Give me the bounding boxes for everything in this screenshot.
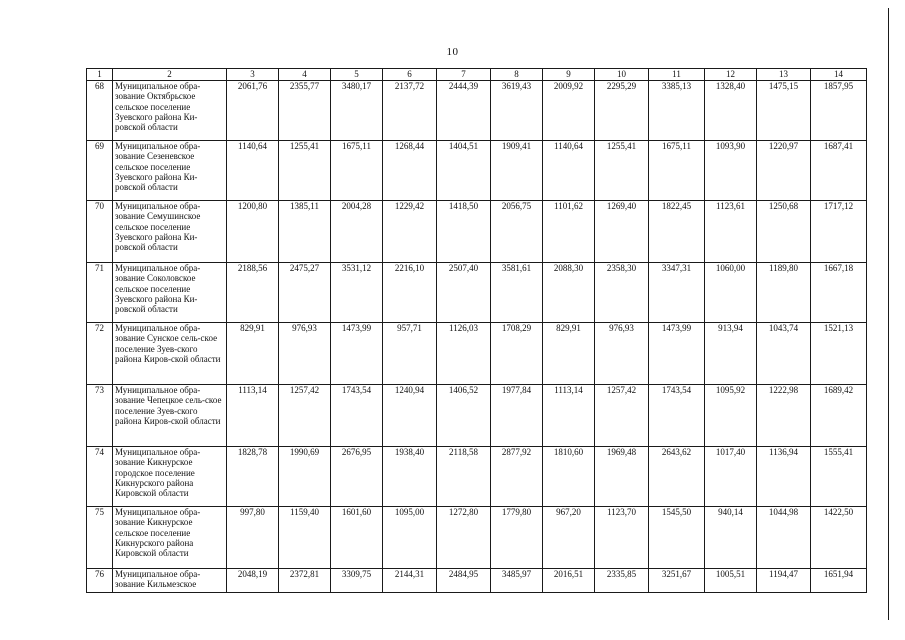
row-number: 70 xyxy=(87,201,113,263)
value-cell: 913,94 xyxy=(705,323,757,385)
value-cell: 1687,41 xyxy=(811,141,867,201)
value-cell: 1043,74 xyxy=(757,323,811,385)
value-cell: 1555,41 xyxy=(811,447,867,507)
row-number: 76 xyxy=(87,569,113,593)
municipality-name: Муниципальное обра-зование Семушинское сельское поселение Зуевского района Ки-ровской области xyxy=(113,201,227,263)
column-index-cell: 12 xyxy=(705,69,757,81)
municipality-name: Муниципальное обра-зование Сезеневское сельское поселение Зуевского района Ки-ровской области xyxy=(113,141,227,201)
row-number: 68 xyxy=(87,81,113,141)
value-cell: 1743,54 xyxy=(649,385,705,447)
value-cell: 1044,98 xyxy=(757,507,811,569)
value-cell: 1189,80 xyxy=(757,263,811,323)
row-number: 73 xyxy=(87,385,113,447)
municipality-name: Муниципальное обра-зование Кикнурское городское поселение Кикнурского района Кировской области xyxy=(113,447,227,507)
value-cell: 2004,28 xyxy=(331,201,383,263)
value-cell: 1095,00 xyxy=(383,507,437,569)
value-cell: 829,91 xyxy=(227,323,279,385)
value-cell: 2056,75 xyxy=(491,201,543,263)
column-index-cell: 10 xyxy=(595,69,649,81)
value-cell: 3485,97 xyxy=(491,569,543,593)
value-cell: 1822,45 xyxy=(649,201,705,263)
value-cell: 2118,58 xyxy=(437,447,491,507)
column-index-cell: 13 xyxy=(757,69,811,81)
value-cell: 1123,70 xyxy=(595,507,649,569)
value-cell: 1675,11 xyxy=(649,141,705,201)
value-cell: 3480,17 xyxy=(331,81,383,141)
value-cell: 3251,67 xyxy=(649,569,705,593)
value-cell: 1473,99 xyxy=(331,323,383,385)
value-cell: 1422,50 xyxy=(811,507,867,569)
value-cell: 1255,41 xyxy=(595,141,649,201)
table-row xyxy=(87,447,867,507)
value-cell: 829,91 xyxy=(543,323,595,385)
value-cell: 2355,77 xyxy=(279,81,331,141)
row-number: 74 xyxy=(87,447,113,507)
table-body xyxy=(87,69,867,593)
value-cell: 1240,94 xyxy=(383,385,437,447)
value-cell: 1017,40 xyxy=(705,447,757,507)
value-cell: 1828,78 xyxy=(227,447,279,507)
column-index-row xyxy=(87,69,867,81)
value-cell: 1385,11 xyxy=(279,201,331,263)
value-cell: 1257,42 xyxy=(595,385,649,447)
value-cell: 1200,80 xyxy=(227,201,279,263)
column-index-cell: 5 xyxy=(331,69,383,81)
value-cell: 2144,31 xyxy=(383,569,437,593)
value-cell: 3581,61 xyxy=(491,263,543,323)
value-cell: 2137,72 xyxy=(383,81,437,141)
value-cell: 967,20 xyxy=(543,507,595,569)
municipality-name: Муниципальное обра-зование Кикнурское сельское поселение Кикнурского района Кировской области xyxy=(113,507,227,569)
value-cell: 1140,64 xyxy=(227,141,279,201)
value-cell: 1093,90 xyxy=(705,141,757,201)
value-cell: 1689,42 xyxy=(811,385,867,447)
municipality-name: Муниципальное обра-зование Октябрьское сельское поселение Зуевского района Ки-ровской области xyxy=(113,81,227,141)
value-cell: 1159,40 xyxy=(279,507,331,569)
value-cell: 2188,56 xyxy=(227,263,279,323)
value-cell: 1101,62 xyxy=(543,201,595,263)
value-cell: 2335,85 xyxy=(595,569,649,593)
value-cell: 1418,50 xyxy=(437,201,491,263)
value-cell: 1857,95 xyxy=(811,81,867,141)
value-cell: 1136,94 xyxy=(757,447,811,507)
value-cell: 1708,29 xyxy=(491,323,543,385)
value-cell: 1909,41 xyxy=(491,141,543,201)
value-cell: 1779,80 xyxy=(491,507,543,569)
value-cell: 1810,60 xyxy=(543,447,595,507)
value-cell: 1521,13 xyxy=(811,323,867,385)
value-cell: 1717,12 xyxy=(811,201,867,263)
value-cell: 1938,40 xyxy=(383,447,437,507)
value-cell: 1473,99 xyxy=(649,323,705,385)
table-row xyxy=(87,263,867,323)
value-cell: 1126,03 xyxy=(437,323,491,385)
municipality-name: Муниципальное обра-зование Соколовское сельское поселение Зуевского района Ки-ровской области xyxy=(113,263,227,323)
municipality-name: Муниципальное обра-зование Чепецкое сель-ское поселение Зуев-ского района Киров-ской области xyxy=(113,385,227,447)
value-cell: 2877,92 xyxy=(491,447,543,507)
value-cell: 1406,52 xyxy=(437,385,491,447)
value-cell: 2444,39 xyxy=(437,81,491,141)
value-cell: 1005,51 xyxy=(705,569,757,593)
column-index-cell: 14 xyxy=(811,69,867,81)
value-cell: 1272,80 xyxy=(437,507,491,569)
table-row xyxy=(87,201,867,263)
value-cell: 2507,40 xyxy=(437,263,491,323)
value-cell: 1268,44 xyxy=(383,141,437,201)
value-cell: 1601,60 xyxy=(331,507,383,569)
value-cell: 2061,76 xyxy=(227,81,279,141)
value-cell: 1222,98 xyxy=(757,385,811,447)
column-index-cell: 6 xyxy=(383,69,437,81)
value-cell: 3347,31 xyxy=(649,263,705,323)
column-index-cell: 11 xyxy=(649,69,705,81)
municipality-name: Муниципальное обра-зование Сунское сель-ское поселение Зуев-ского района Киров-ской области xyxy=(113,323,227,385)
table-row xyxy=(87,141,867,201)
value-cell: 1475,15 xyxy=(757,81,811,141)
value-cell: 976,93 xyxy=(279,323,331,385)
column-index-cell: 2 xyxy=(113,69,227,81)
value-cell: 1257,42 xyxy=(279,385,331,447)
value-cell: 1229,42 xyxy=(383,201,437,263)
value-cell: 1220,97 xyxy=(757,141,811,201)
value-cell: 1123,61 xyxy=(705,201,757,263)
value-cell: 1545,50 xyxy=(649,507,705,569)
table-row xyxy=(87,385,867,447)
value-cell: 1651,94 xyxy=(811,569,867,593)
data-table xyxy=(86,68,867,593)
value-cell: 1140,64 xyxy=(543,141,595,201)
value-cell: 3309,75 xyxy=(331,569,383,593)
value-cell: 1675,11 xyxy=(331,141,383,201)
value-cell: 2358,30 xyxy=(595,263,649,323)
table-row xyxy=(87,323,867,385)
row-number: 75 xyxy=(87,507,113,569)
value-cell: 1269,40 xyxy=(595,201,649,263)
page-number: 10 xyxy=(446,46,459,58)
row-number: 71 xyxy=(87,263,113,323)
column-index-cell: 4 xyxy=(279,69,331,81)
value-cell: 3619,43 xyxy=(491,81,543,141)
value-cell: 976,93 xyxy=(595,323,649,385)
value-cell: 2048,19 xyxy=(227,569,279,593)
value-cell: 2643,62 xyxy=(649,447,705,507)
column-index-cell: 1 xyxy=(87,69,113,81)
column-index-cell: 9 xyxy=(543,69,595,81)
value-cell: 1255,41 xyxy=(279,141,331,201)
value-cell: 1667,18 xyxy=(811,263,867,323)
table-row xyxy=(87,507,867,569)
row-number: 69 xyxy=(87,141,113,201)
value-cell: 1404,51 xyxy=(437,141,491,201)
value-cell: 2484,95 xyxy=(437,569,491,593)
column-index-cell: 7 xyxy=(437,69,491,81)
table-row xyxy=(87,569,867,593)
value-cell: 957,71 xyxy=(383,323,437,385)
value-cell: 2016,51 xyxy=(543,569,595,593)
value-cell: 2372,81 xyxy=(279,569,331,593)
value-cell: 1990,69 xyxy=(279,447,331,507)
value-cell: 1328,40 xyxy=(705,81,757,141)
scan-edge-line xyxy=(888,8,889,620)
value-cell: 2009,92 xyxy=(543,81,595,141)
value-cell: 1743,54 xyxy=(331,385,383,447)
column-index-cell: 8 xyxy=(491,69,543,81)
value-cell: 2676,95 xyxy=(331,447,383,507)
value-cell: 1977,84 xyxy=(491,385,543,447)
value-cell: 3531,12 xyxy=(331,263,383,323)
value-cell: 2295,29 xyxy=(595,81,649,141)
value-cell: 3385,13 xyxy=(649,81,705,141)
value-cell: 1095,92 xyxy=(705,385,757,447)
value-cell: 1113,14 xyxy=(543,385,595,447)
value-cell: 2088,30 xyxy=(543,263,595,323)
value-cell: 2216,10 xyxy=(383,263,437,323)
value-cell: 1194,47 xyxy=(757,569,811,593)
value-cell: 1113,14 xyxy=(227,385,279,447)
value-cell: 940,14 xyxy=(705,507,757,569)
value-cell: 1969,48 xyxy=(595,447,649,507)
table-row xyxy=(87,81,867,141)
value-cell: 2475,27 xyxy=(279,263,331,323)
value-cell: 997,80 xyxy=(227,507,279,569)
value-cell: 1250,68 xyxy=(757,201,811,263)
column-index-cell: 3 xyxy=(227,69,279,81)
municipality-name: Муниципальное обра-зование Кильмезское xyxy=(113,569,227,593)
row-number: 72 xyxy=(87,323,113,385)
value-cell: 1060,00 xyxy=(705,263,757,323)
